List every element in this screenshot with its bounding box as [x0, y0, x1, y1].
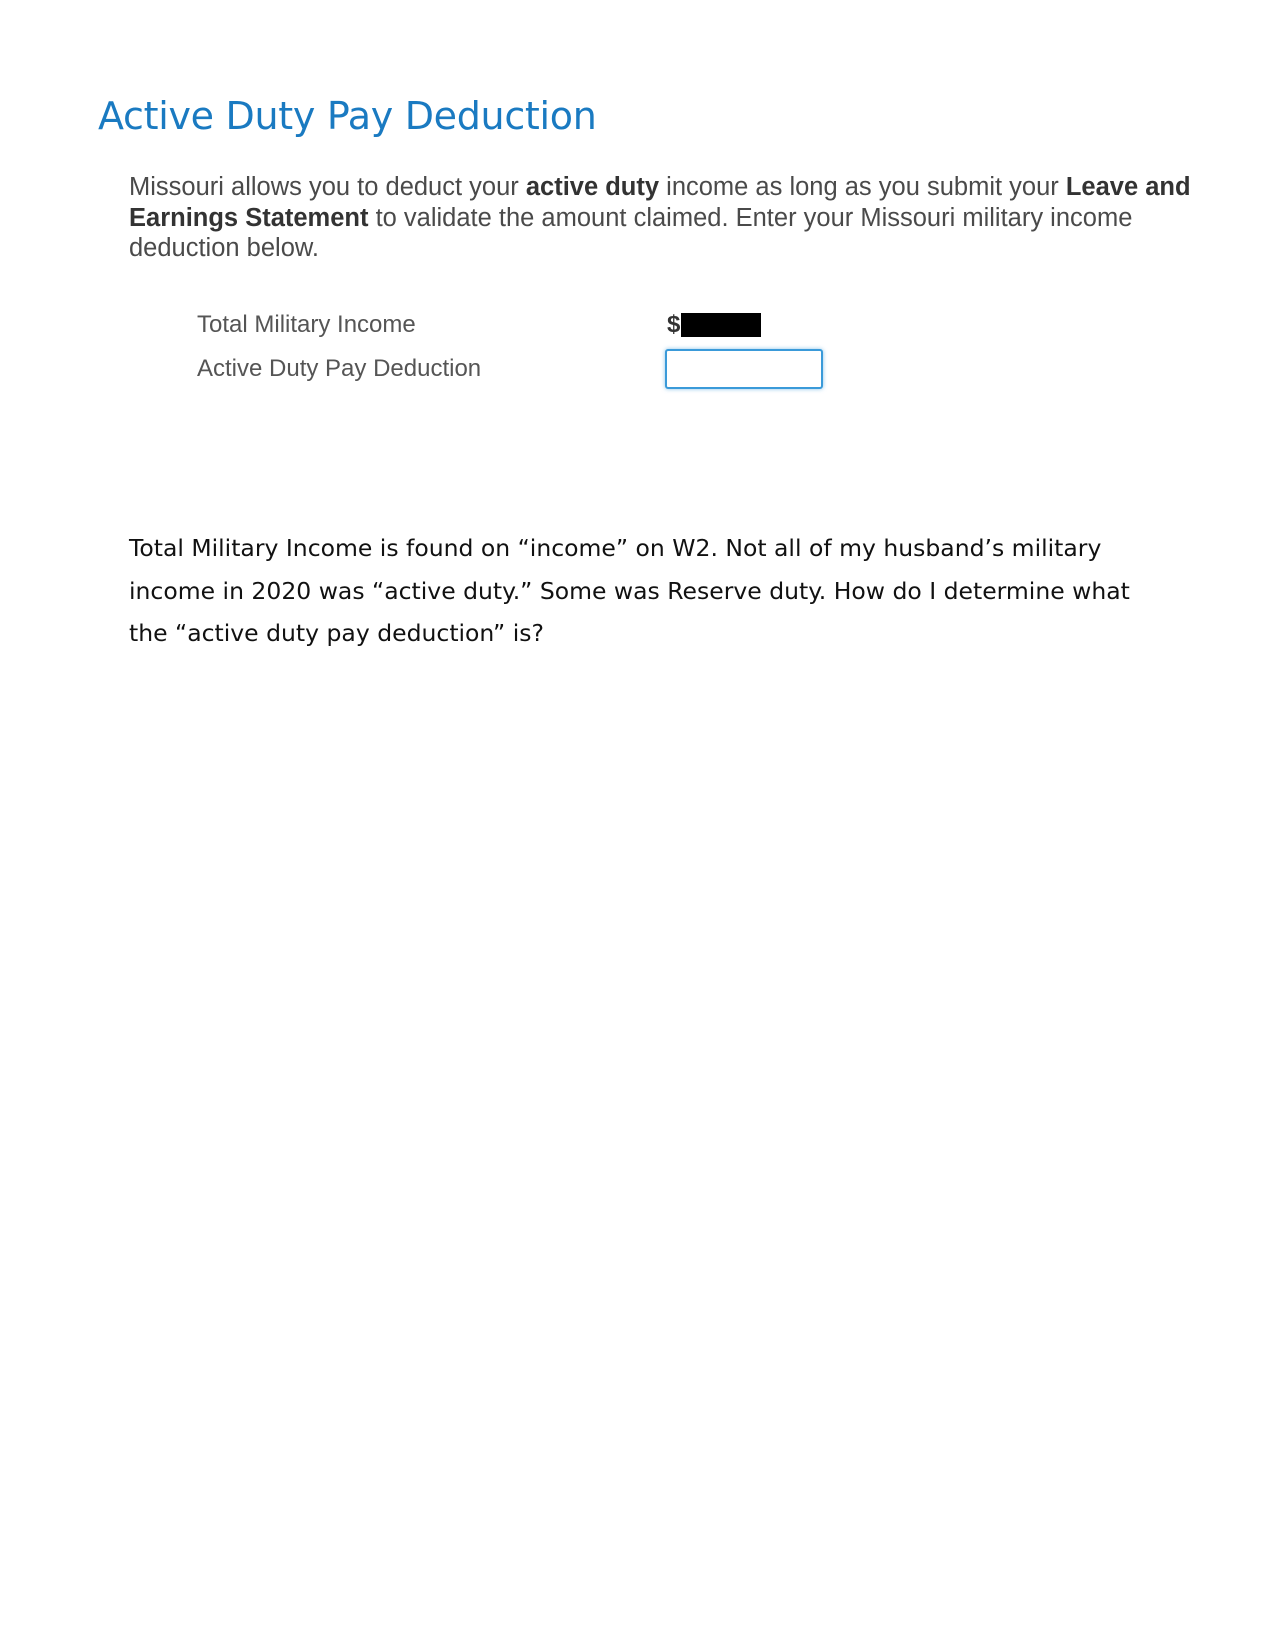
intro-text-1: Missouri allows you to deduct your: [129, 173, 526, 201]
active-duty-pay-deduction-input[interactable]: [665, 349, 823, 389]
redaction-block: [681, 313, 761, 337]
intro-bold-les: Leave and Earnings Statement: [129, 173, 1191, 232]
total-military-income-value: [667, 311, 761, 339]
page-title: Active Duty Pay Deduction: [98, 94, 597, 138]
active-duty-pay-deduction-label: Active Duty Pay Deduction: [197, 355, 482, 382]
intro-bold-active-duty: active duty: [525, 173, 660, 201]
user-question-text: Total Military Income is found on “income” on W2. Not all of my husband’s military income in 2020 was “active duty.” Some was Reserve duty. How do I determine what the “active duty pay deduction” is?: [129, 534, 1130, 647]
intro-text-2: income as long as you submit your: [659, 173, 1066, 201]
intro-paragraph: [129, 172, 1249, 264]
currency-symbol: $: [667, 311, 681, 338]
total-military-income-label: Total Military Income: [197, 311, 416, 338]
intro-text-3: to validate the amount claimed. Enter your Missouri military income deduction below.: [129, 203, 1133, 262]
